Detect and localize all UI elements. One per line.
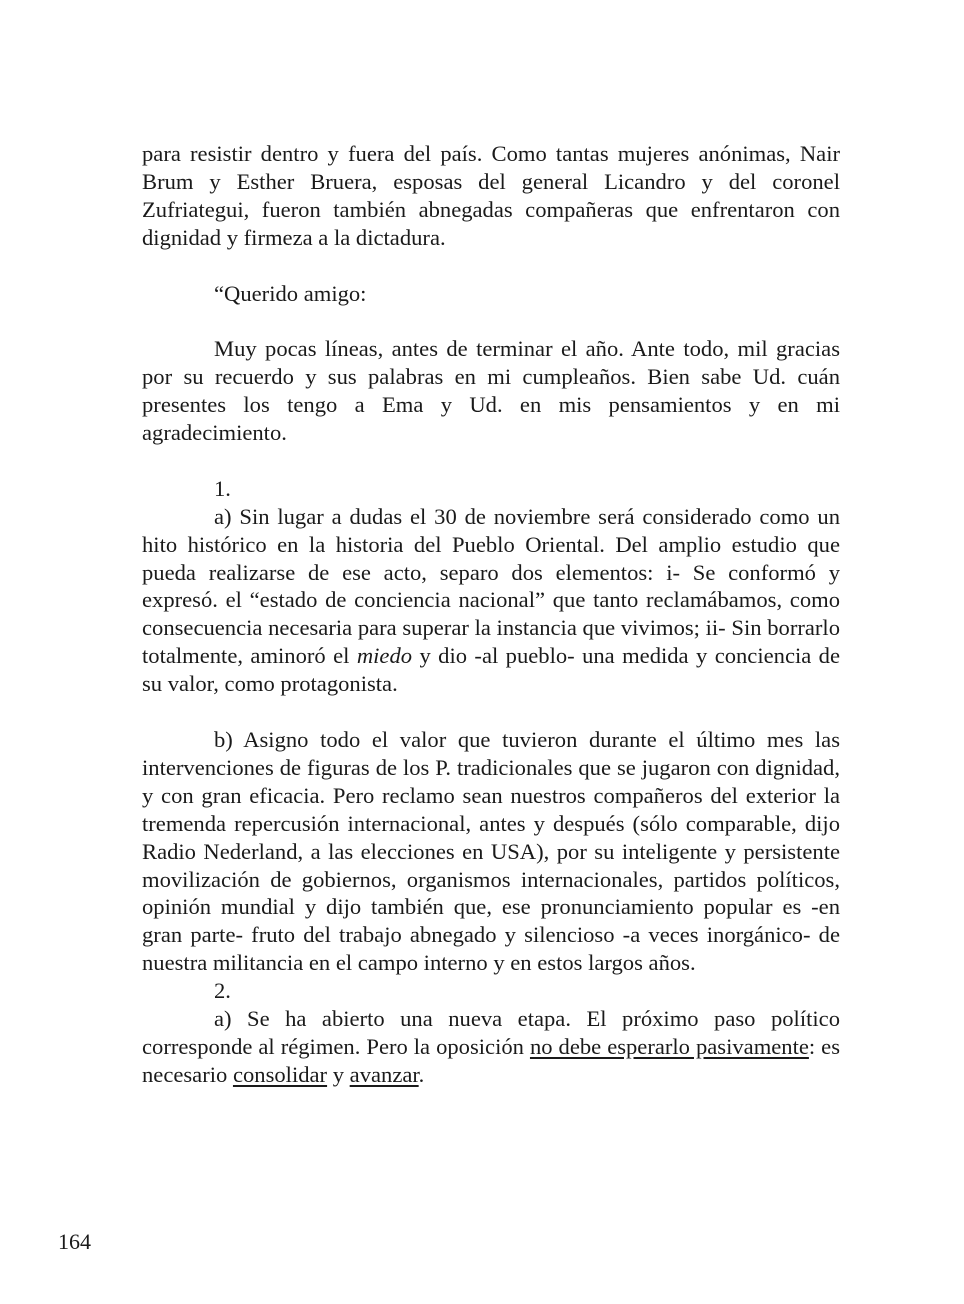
section-1-number: 1. xyxy=(214,475,231,501)
page-number: 164 xyxy=(58,1229,91,1254)
section-2a-text-2: : es necesario xyxy=(142,1033,840,1087)
emphasis-miedo: miedo xyxy=(356,643,413,669)
section-1b-paragraph: b) Asigno todo el valor que tuvieron durante el último mes las intervenciones de figuras de los P. tradicionales que se jugaron con dignidad, y con gran eficacia. Pero reclamo sean nuestros compañeros del exterior la tremenda repercusión internacional, antes y después (sólo comparable, dijo Radio Nederland, a las elecciones en USA), por su inteligente y persistente movilización de gobiernos, organismos internacionales, partidos políticos, opinión mundial y dijo también que, ese pronunciamiento popular es -en gran parte- fruto del trabajo abnegado y silencioso -a veces inorgánico- de nuestra militancia en el campo interno y en estos largos años. xyxy=(142,726,840,976)
underlined-word-consolidar: consolidar xyxy=(232,1061,328,1087)
section-1a-text-start: a) Sin lugar a dudas el 30 de noviembre será considerado como un hito histórico en la historia del Pueblo Oriental. Del amplio estudio que pueda realizarse de ese acto, separo dos elementos: i- Se conformó y expresó. el “estado de conciencia nacional” que tanto reclamábamos, como consecuencia necesaria para superar la instancia que vivimos; ii- Sin borrarlo totalmente, aminoró el xyxy=(142,503,840,669)
section-2-number: 2. xyxy=(214,978,231,1004)
section-2a-text-4: . xyxy=(418,1061,425,1087)
letter-salutation: “Querido amigo: xyxy=(214,280,367,306)
page-body xyxy=(142,140,840,1089)
section-1a-text-end: y dio -al pueblo- una medida y conciencia de su valor, como protagonista. xyxy=(142,643,841,697)
underlined-phrase: no debe esperarlo pasivamente xyxy=(529,1033,809,1059)
paragraph-gap xyxy=(142,698,840,726)
paragraph-gap xyxy=(142,307,840,335)
section-2a-text-1: a) Se ha abierto una nueva etapa. El próximo paso político corresponde al régimen. Pero la oposición xyxy=(142,1006,840,1059)
underlined-word-avanzar: avanzar xyxy=(349,1061,419,1087)
section-2a-paragraph xyxy=(142,1005,840,1089)
paragraph-gap xyxy=(142,447,840,475)
section-2a-text-3: y xyxy=(327,1061,350,1087)
paragraph-gap xyxy=(142,252,840,280)
section-1a-paragraph xyxy=(142,503,840,698)
letter-intro-paragraph: Muy pocas líneas, antes de terminar el año. Ante todo, mil gracias por su recuerdo y sus palabras en mi cumpleaños. Bien sabe Ud. cuán presentes los tengo a Ema y Ud. en mis pensamientos y en mi agradecimiento. xyxy=(142,336,840,446)
opening-paragraph: para resistir dentro y fuera del país. Como tantas mujeres anónimas, Nair Brum y Esther Bruera, esposas del general Licandro y del coronel Zufriategui, fueron también abnegadas compañeras que enfrentaron con dignidad y firmeza a la dictadura. xyxy=(142,141,840,250)
